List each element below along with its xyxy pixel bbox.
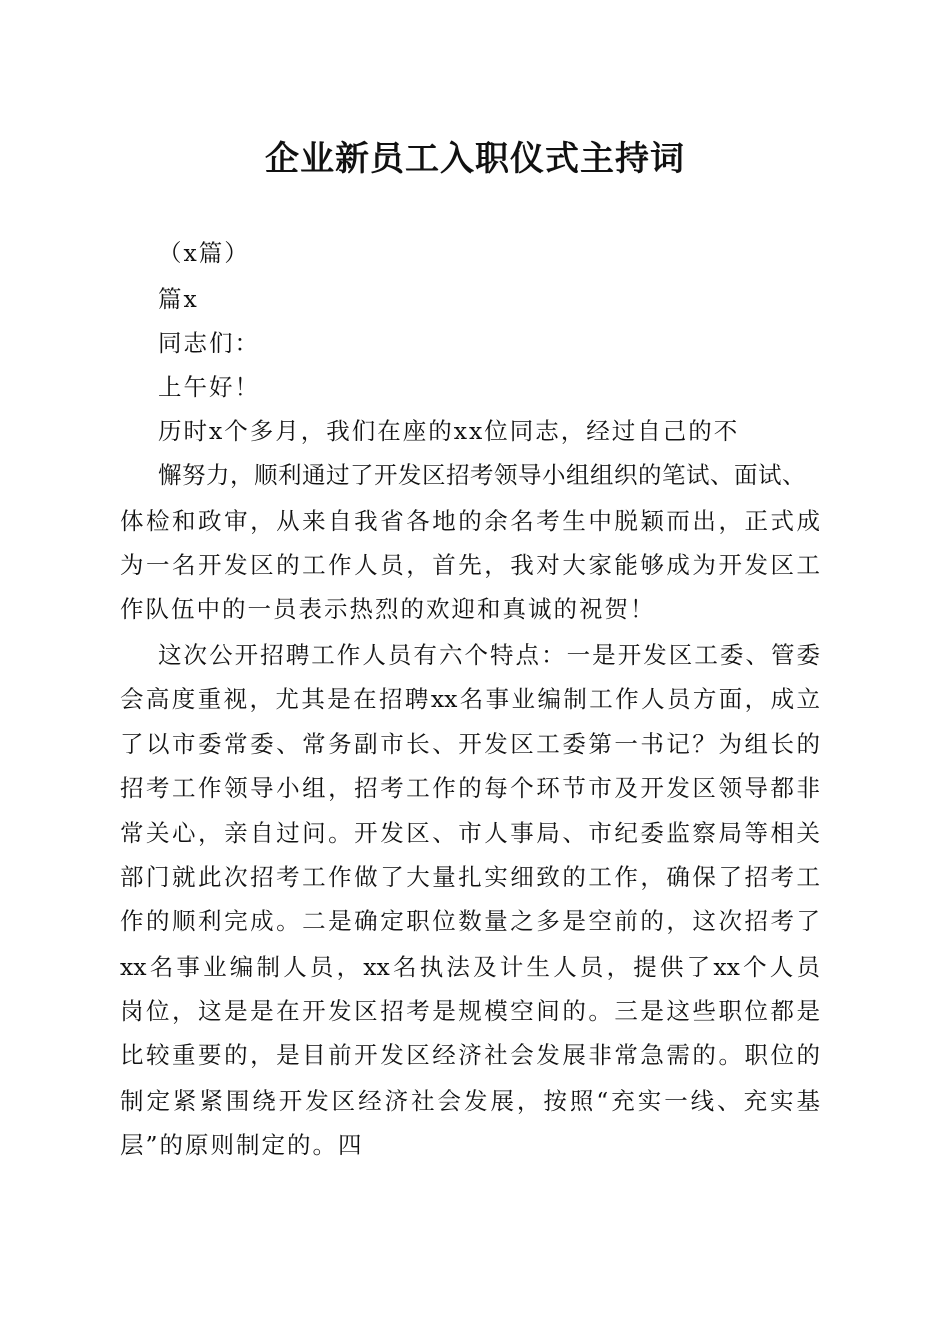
paragraph-2-line-9: 岗位，这是是在开发区招考是规模空间的。三是这些职位都是 xyxy=(120,997,820,1025)
paragraph-2-line-11: 制定紧紧围绕开发区经济社会发展，按照“充实一线、充实基 xyxy=(120,1087,820,1115)
salutation: 同志们： xyxy=(158,329,260,357)
paragraph-1-line-4: 为一名开发区的工作人员，首先，我对大家能够成为开发区工 xyxy=(120,551,820,579)
section-label: 篇x xyxy=(158,285,199,313)
document-title: 企业新员工入职仪式主持词 xyxy=(265,139,685,179)
paragraph-1-line-1: 历时x个多月，我们在座的xx位同志，经过自己的不 xyxy=(158,417,740,445)
paragraph-2-line-1: 这次公开招聘工作人员有六个特点：一是开发区工委、管委 xyxy=(158,641,820,669)
greeting: 上午好！ xyxy=(158,373,260,401)
paragraph-2-line-8: xx名事业编制人员，xx名执法及计生人员，提供了xx个人员 xyxy=(120,953,820,981)
paragraph-2-line-12: 层”的原则制定的。四 xyxy=(120,1131,364,1159)
paragraph-1-line-3: 体检和政审，从来自我省各地的余名考生中脱颖而出，正式成 xyxy=(120,507,820,535)
paragraph-1-line-5: 作队伍中的一员表示热烈的欢迎和真诚的祝贺！ xyxy=(120,595,656,623)
paragraph-2-line-7: 作的顺利完成。二是确定职位数量之多是空前的，这次招考了 xyxy=(120,907,820,935)
paragraph-1-line-2: 懈努力，顺利通过了开发区招考领导小组组织的笔试、面试、 xyxy=(158,461,806,489)
paragraph-2-line-2: 会高度重视，尤其是在招聘xx名事业编制工作人员方面，成立 xyxy=(120,685,820,713)
paragraph-2-line-4: 招考工作领导小组，招考工作的每个环节市及开发区领导都非 xyxy=(120,774,820,802)
paragraph-2-line-6: 部门就此次招考工作做了大量扎实细致的工作，确保了招考工 xyxy=(120,863,820,891)
paragraph-2-line-10: 比较重要的，是目前开发区经济社会发展非常急需的。职位的 xyxy=(120,1041,820,1069)
paragraph-2-line-5: 常关心，亲自过问。开发区、市人事局、市纪委监察局等相关 xyxy=(120,819,820,847)
paragraph-2-line-3: 了以市委常委、常务副市长、开发区工委第一书记？为组长的 xyxy=(120,730,820,758)
subtitle-count: （x篇） xyxy=(158,239,250,267)
